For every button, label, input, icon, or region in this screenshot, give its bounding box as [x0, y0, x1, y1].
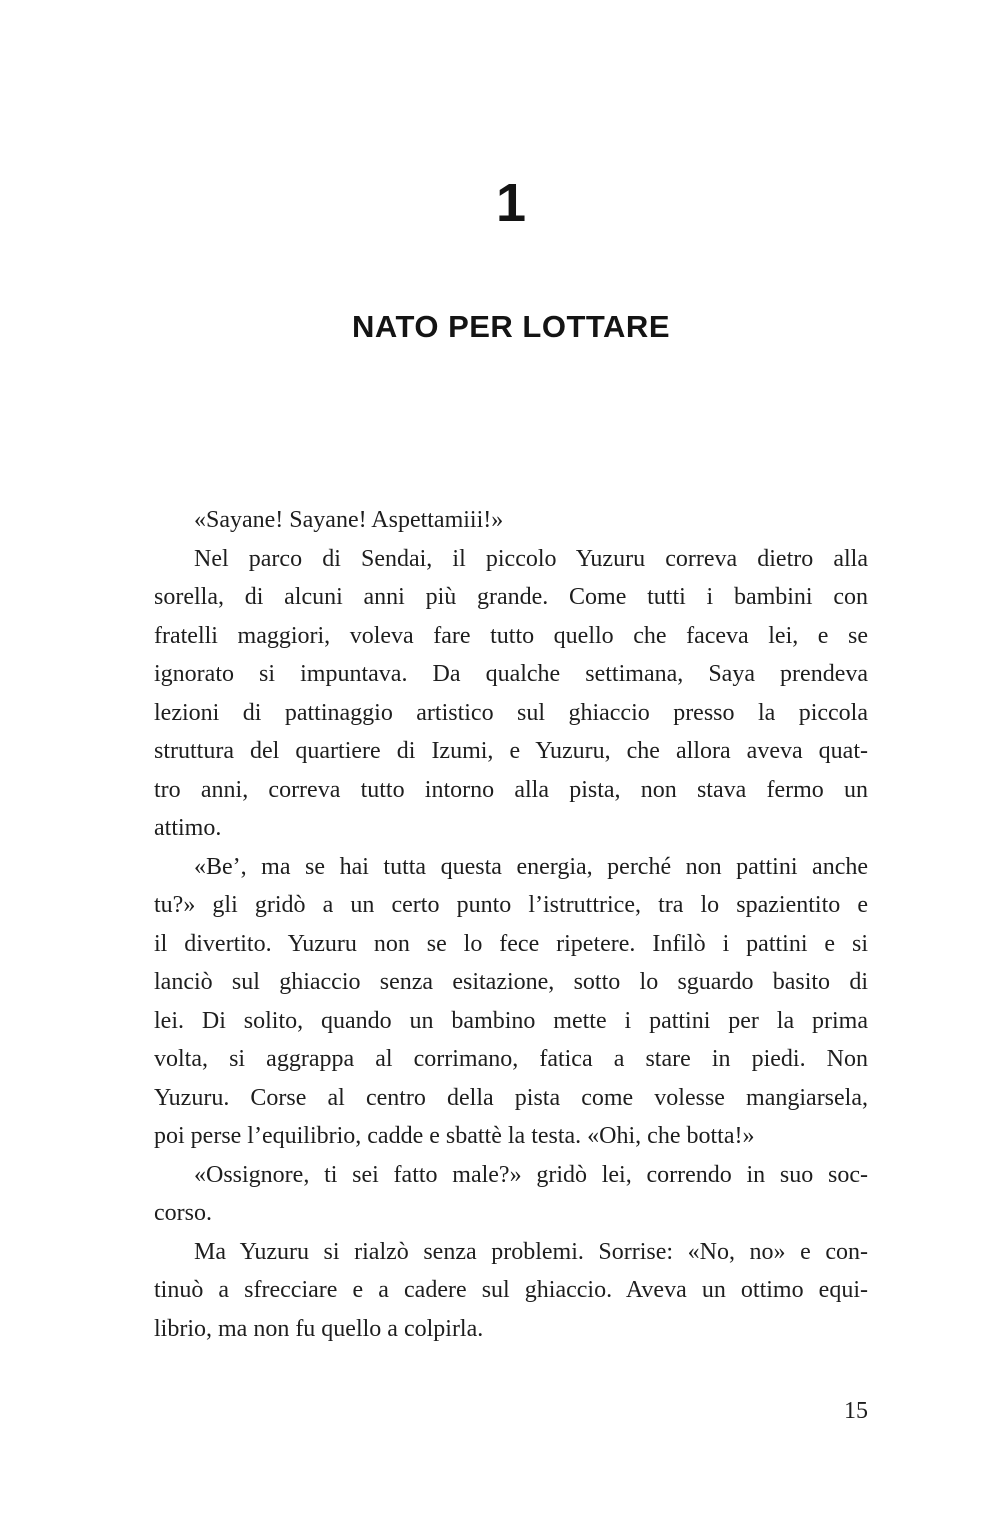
- body-line: volta, si aggrappa al corrimano, fatica a stare in piedi. Non: [154, 1046, 868, 1072]
- body-line: Yuzuru. Corse al centro della pista come volesse mangiarsela,: [154, 1084, 868, 1111]
- body-line: «Sayane! Sayane! Aspettamiii!»: [194, 507, 504, 533]
- paragraph: [154, 848, 868, 1156]
- body-line: «Ossignore, ti sei fatto male?» gridò lei, correndo in suo soc-: [194, 1161, 868, 1188]
- body-line: Ma Yuzuru si rialzò senza problemi. Sorrise: «No, no» e con-: [194, 1238, 868, 1265]
- paragraph: [154, 1156, 868, 1233]
- body-line: «Be’, ma se hai tutta questa energia, perché non pattini anche: [194, 853, 868, 880]
- paragraph: [154, 540, 868, 848]
- body-line: Nel parco di Sendai, il piccolo Yuzuru correva dietro alla: [194, 545, 868, 572]
- chapter-title: NATO PER LOTTARE: [352, 309, 670, 344]
- body-line: attimo.: [154, 815, 222, 841]
- body-line: lanciò sul ghiaccio senza esitazione, sotto lo sguardo basito di: [154, 969, 868, 995]
- body-text: [154, 501, 868, 1348]
- body-line: lezioni di pattinaggio artistico sul ghiaccio presso la piccola: [154, 699, 868, 726]
- body-line: poi perse l’equilibrio, cadde e sbattè la testa. «Ohi, che botta!»: [154, 1123, 755, 1149]
- paragraph: [154, 501, 868, 540]
- body-line: ignorato si impuntava. Da qualche settimana, Saya prendeva: [154, 661, 868, 687]
- body-line: sorella, di alcuni anni più grande. Come tutti i bambini con: [154, 584, 868, 610]
- body-line: il divertito. Yuzuru non se lo fece ripetere. Infilò i pattini e si: [154, 930, 868, 957]
- body-line: fratelli maggiori, voleva fare tutto quello che faceva lei, e se: [154, 622, 868, 649]
- body-line: corso.: [154, 1200, 212, 1226]
- body-line: struttura del quartiere di Izumi, e Yuzuru, che allora aveva quat-: [154, 738, 868, 764]
- body-line: tu?» gli gridò a un certo punto l’istruttrice, tra lo spazientito e: [154, 892, 868, 918]
- body-line: lei. Di solito, quando un bambino mette i pattini per la prima: [154, 1007, 868, 1034]
- chapter-number: 1: [495, 173, 527, 233]
- page-number: 15: [844, 1398, 868, 1424]
- body-line: tro anni, correva tutto intorno alla pista, non stava fermo un: [154, 776, 868, 803]
- body-line: tinuò a sfrecciare e a cadere sul ghiaccio. Aveva un ottimo equi-: [154, 1277, 868, 1303]
- paragraph: [154, 1233, 868, 1349]
- body-line: librio, ma non fu quello a colpirla.: [154, 1315, 484, 1342]
